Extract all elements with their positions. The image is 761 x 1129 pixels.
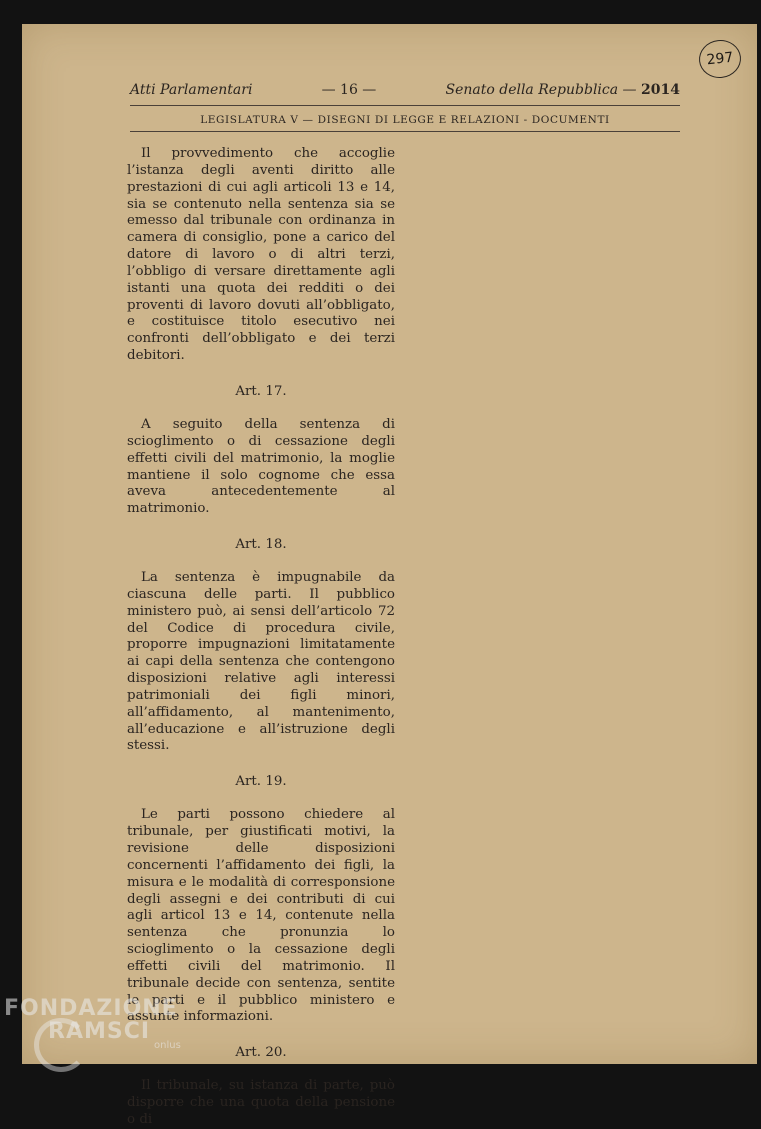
legislature-subheader: LEGISLATURA V — DISEGNI DI LEGGE E RELAZIONI - DOCUMENTI	[200, 114, 610, 126]
art20-paragraph: Il tribunale, su istanza di parte, può disporre che una quota della pensione o di	[127, 1078, 395, 1127]
fondazione-gramsci-watermark	[4, 996, 181, 1051]
art19-paragraph: Le parti possono chiedere al tribunale, per giustificati motivi, la revisione delle disposizioni concernenti l’affidamento dei figli, la misura e le modalità di corresponsione degli assegni e dei contributi di cui agli articol 13 e 14, contenute nella sentenza che pronunzia lo scioglimento o la cessazione degli effetti civili del matrimonio. Il tribunale decide con sentenza, sentite le parti e il pubblico ministero e assunte informazioni.	[127, 807, 395, 1025]
running-header	[130, 82, 680, 104]
text-column	[127, 146, 395, 1129]
art17-paragraph: A seguito della sentenza di scioglimento o di cessazione degli effetti civili del matrimonio, la moglie mantiene il solo cognome che essa aveva antecedentemente al matrimonio.	[127, 416, 395, 517]
header-left: Atti Parlamentari	[130, 82, 253, 98]
page-number: — 16 —	[321, 82, 377, 98]
header-right: Senato della Repubblica — 2014	[445, 82, 680, 98]
header-year: 2014	[641, 82, 680, 98]
header-rule-top	[130, 105, 680, 106]
gramsci-logo-g-icon	[34, 1018, 88, 1072]
archive-number-stamp: 297	[697, 38, 743, 80]
art17-heading: Art. 17.	[235, 383, 287, 399]
intro-paragraph: Il provvedimento che accoglie l’istanza degli aventi diritto alle prestazioni di cui agli articoli 13 e 14, sia se contenuto nella sentenza sia se emesso dal tribunale con ordinanza in camera di consiglio, pone a carico del datore di lavoro o di altri terzi, l’obbligo di versare direttamente agli istanti una quota dei redditi o dei proventi di lavoro dovuti all’obbligato, e costituisce titolo esecutivo nei confronti dell’obbligato e dei terzi debitori.	[127, 146, 395, 364]
art20-heading: Art. 20.	[235, 1045, 287, 1061]
art18-paragraph: La sentenza è impugnabile da ciascuna delle parti. Il pubblico ministero può, ai sensi dell’articolo 72 del Codice di procedura civile, proporre impugnazioni limitatamente ai capi della sentenza che contengono disposizioni relative agli interessi patrimoniali dei figli minori, all’affidamento, al mantenimento, all’educazione e all’istruzione degli stessi.	[127, 570, 395, 754]
header-rule-bottom	[130, 131, 680, 132]
art19-heading: Art. 19.	[235, 774, 287, 790]
art18-heading: Art. 18.	[235, 537, 287, 553]
document-page	[22, 24, 757, 1127]
watermark-line1: FONDAZIONE	[4, 996, 178, 1021]
watermark-line2: RAMSCI	[48, 1019, 151, 1044]
watermark-line3: onlus	[154, 1040, 181, 1051]
